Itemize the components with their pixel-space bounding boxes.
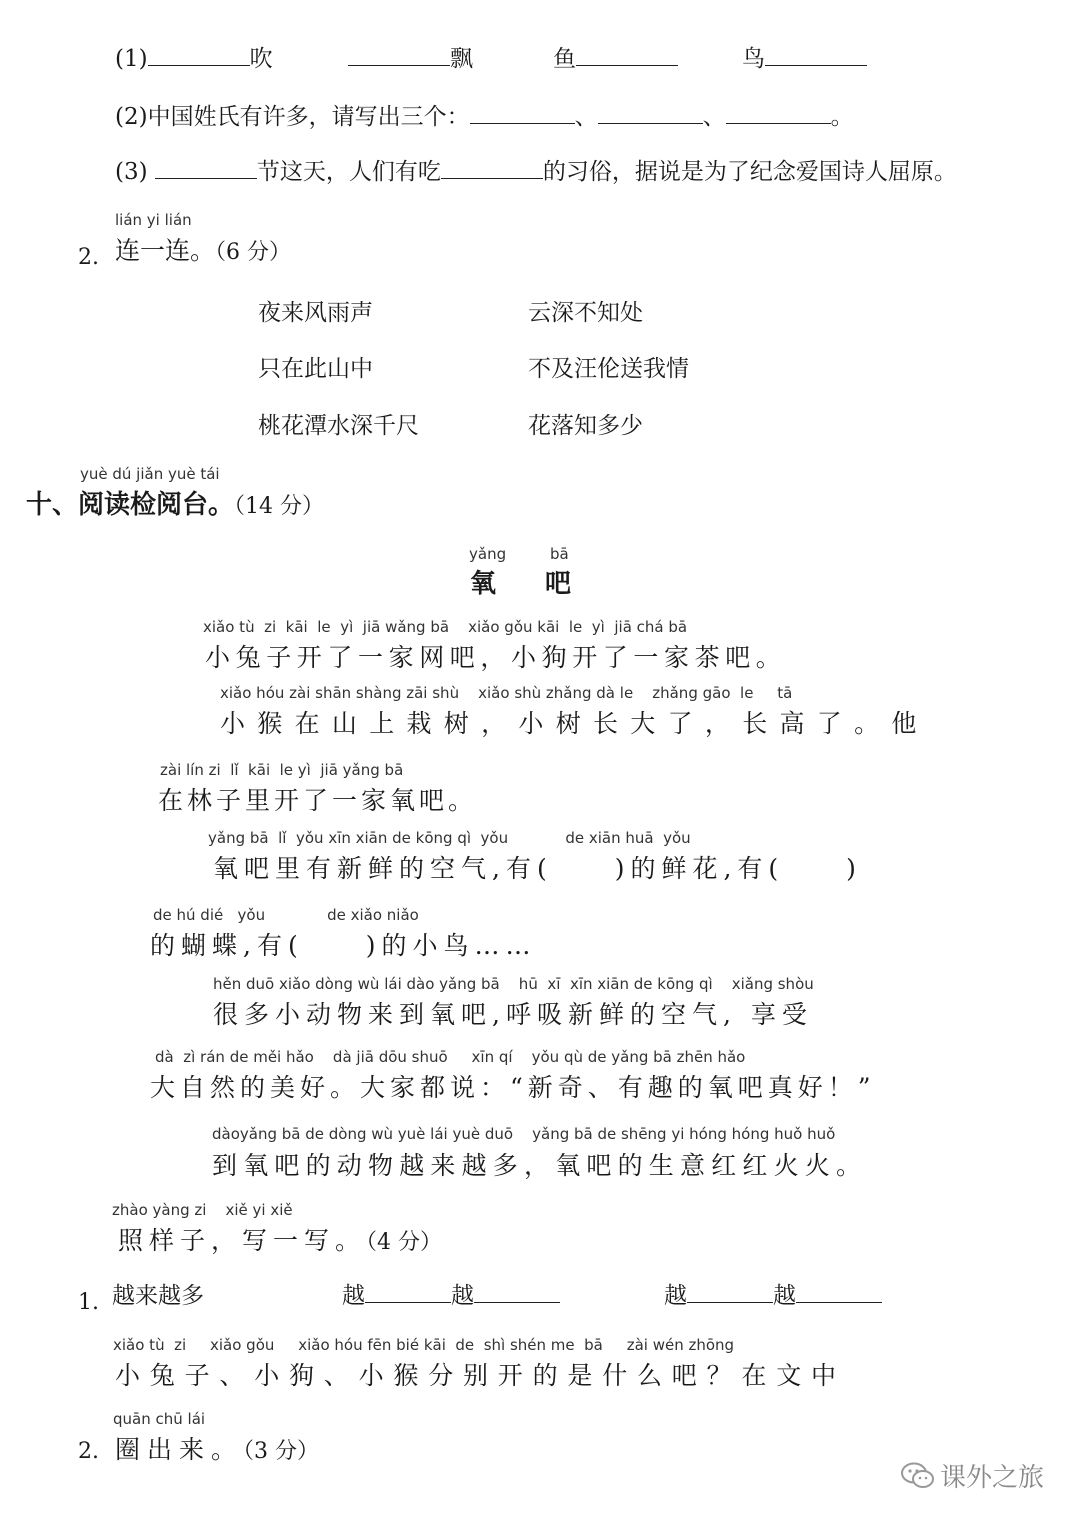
task1-example: 越来越多 [112,1283,204,1309]
task-score: （4 分） [366,1230,443,1255]
q1-line2 [115,98,854,131]
article-line4-pinyin: yǎng bā lǐ yǒu xīn xiān de kōng qì yǒu de xiān huā yǒu [208,829,691,847]
poem-left-1[interactable]: 夜来风雨声 [258,300,373,326]
article-line1-text: 小兔子开了一家网吧，小狗开了一家茶吧。 [205,643,787,672]
task2-text-1: 小兔子、小狗、小猴分别开的是什么吧？在文中 [115,1361,846,1390]
answer-blank[interactable] [348,43,450,66]
article-line8-text: 到氧吧的动物越来越多，氧吧的生意红红火火。 [212,1151,868,1180]
yue-char: 越 [451,1283,474,1309]
q1-line1-c [553,40,678,73]
article-line8-pinyin: dàoyǎng bā de dòng wù yuè lái yuè duō yǎng bā de shēng yi hóng hóng huǒ huǒ [212,1125,836,1143]
q1-line3-mid2: 的习俗，据说是为了纪念爱国诗人屈原。 [542,159,957,185]
poem-left-2[interactable]: 只在此山中 [258,356,373,382]
answer-blank[interactable] [155,156,257,179]
q2-title: 连一连。 [115,236,216,265]
q1-line3-mid1: 节这天，人们有吃 [256,159,441,185]
watermark-text: 课外之旅 [940,1463,1045,1493]
poem-right-1[interactable]: 云深不知处 [528,300,643,326]
article-line5-pinyin: de hú dié yǒu de xiǎo niǎo [153,906,419,924]
answer-blank[interactable] [598,101,703,124]
article-title-char-1: 氧 [470,569,497,599]
q1-word-3: 鱼 [553,46,576,72]
section-pinyin: yuè dú jiǎn yuè tái [80,465,220,483]
task2-heading [115,1430,319,1466]
q1-line2-text: (2)中国姓氏有许多，请写出三个： [115,104,470,130]
answer-blank[interactable] [726,101,831,124]
task-pinyin: zhào yàng zi xiě yi xiě [112,1201,293,1219]
answer-blank[interactable] [796,1280,882,1303]
task2-text-2: 圈出来。 [115,1435,244,1464]
watermark [900,1457,1044,1494]
task2-pinyin-2: quān chū lái [113,1410,206,1428]
task1-number: 1. [78,1290,99,1315]
section-heading [26,484,324,521]
section-title: 阅读检阅台。 [78,490,235,520]
q1-label-3: (3) [115,159,148,185]
answer-blank[interactable] [576,43,678,66]
article-line3-pinyin: zài lín zi lǐ kāi le yì jiā yǎng bā [160,761,404,779]
q1-word-2: 飘 [450,46,473,72]
task1-blank-b [664,1277,882,1310]
q2-pinyin: lián yi lián [115,211,192,229]
article-title-pinyin-1: yǎng [469,545,507,563]
q2-number: 2. [78,245,99,270]
q1-word-1: 吹 [249,46,273,72]
yue-char: 越 [342,1283,365,1309]
yue-char: 越 [773,1283,796,1309]
task2-score: （3 分） [243,1439,320,1464]
separator: 、 [702,104,726,130]
answer-blank[interactable] [474,1280,560,1303]
task2-pinyin-1: xiǎo tù zi xiǎo gǒu xiǎo hóu fēn bié kāi de shì shén me bā zài wén zhōng [113,1336,735,1354]
yue-char: 越 [664,1283,687,1309]
task2-number: 2. [78,1439,99,1464]
section-score: （14 分） [234,494,325,519]
answer-blank[interactable] [470,101,575,124]
q1-line1 [115,40,273,73]
answer-blank[interactable] [365,1280,451,1303]
article-line3-text: 在林子里开了一家氧吧。 [158,786,478,815]
task-title: 照样子，写一写。 [118,1226,367,1255]
q2-title-line [115,231,291,267]
article-line2-pinyin: xiǎo hóu zài shān shàng zāi shù xiǎo shù zhǎng dà le zhǎng gāo le tā [220,684,793,702]
answer-blank[interactable] [687,1280,773,1303]
section-number: 十、 [26,490,79,520]
q1-line1-d [742,40,867,73]
poem-right-2[interactable]: 不及汪伦送我情 [528,356,689,382]
task-heading [118,1221,442,1257]
answer-blank[interactable] [148,43,250,66]
article-line4-text: 氧吧里有新鲜的空气,有( )的鲜花,有( ) [213,854,862,883]
q1-word-4: 鸟 [742,46,765,72]
article-line6-pinyin: hěn duō xiǎo dòng wù lái dào yǎng bā hū xī xīn xiān de kōng qì xiǎng shòu [213,975,814,993]
q1-line3 [115,153,957,186]
article-line1-pinyin: xiǎo tù zi kāi le yì jiā wǎng bā xiǎo gǒu kāi le yì jiā chá bā [203,618,688,636]
answer-blank[interactable] [765,43,867,66]
article-line7-pinyin: dà zì rán de měi hǎo dà jiā dōu shuō xīn qí yǒu qù de yǎng bā zhēn hǎo [155,1048,746,1066]
article-line2-text: 小猴在山上栽树，小树长大了，长高了。他 [220,709,929,738]
article-line7-text: 大自然的美好。大家都说：“新奇、有趣的氧吧真好！” [150,1073,876,1102]
article-line6-text: 很多小动物来到氧吧,呼吸新鲜的空气, 享受 [213,1000,813,1029]
article-title-char-2: 吧 [545,569,572,599]
task1-blank-a [342,1277,560,1310]
q1-label-1: (1) [115,46,148,72]
q2-score: （6 分） [215,240,292,265]
q1-line1-b [348,40,473,73]
article-line5-text: 的蝴蝶,有( )的小鸟…… [150,931,537,960]
article-title-pinyin-2: bā [550,545,569,563]
answer-blank[interactable] [441,156,543,179]
separator: 、 [574,104,598,130]
poem-left-3[interactable]: 桃花潭水深千尺 [258,413,419,439]
wechat-icon [900,1461,936,1491]
period: 。 [830,104,854,130]
poem-right-3[interactable]: 花落知多少 [528,413,643,439]
